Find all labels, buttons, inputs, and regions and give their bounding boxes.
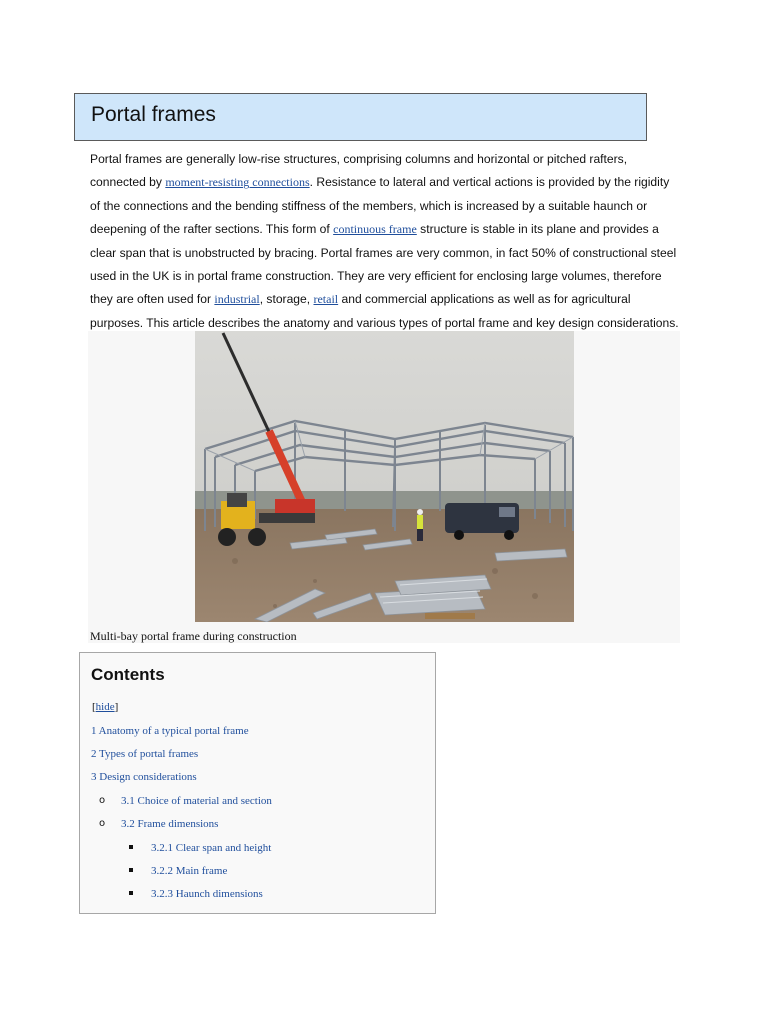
intro-text-2: . Resistance to lateral and vertical actions is provided by the rigidity of the connections and the bending stiffness of the members, which is increased by a suitable haunch or deepening of the rafter sections. This form of — [90, 175, 670, 237]
bullet-square-icon — [129, 891, 133, 895]
page-title: Portal frames — [91, 103, 216, 126]
link-retail[interactable]: retail — [313, 292, 339, 307]
bullet-square-icon — [129, 868, 133, 872]
bullet-square-icon — [129, 845, 133, 849]
intro-text-1: Portal frames are generally low-rise structures, comprising columns and horizontal or pitched rafters, connected by — [90, 152, 628, 190]
toc-item-3-1[interactable]: 3.1 Choice of material and section — [121, 795, 272, 807]
intro-text-4: , storage, — [259, 292, 314, 307]
table-of-contents — [79, 652, 436, 914]
toc-heading: Contents — [91, 665, 165, 684]
toc-toggle-close-bracket: ] — [114, 701, 119, 713]
toc-toggle — [92, 701, 118, 713]
link-continuous-frame[interactable]: continuous frame — [333, 222, 417, 237]
toc-item-2[interactable]: 2 Types of portal frames — [91, 748, 199, 760]
toc-item-3-2[interactable]: 3.2 Frame dimensions — [121, 818, 219, 830]
toc-item-3-2-1[interactable]: 3.2.1 Clear span and height — [151, 842, 272, 854]
title-box — [74, 93, 647, 141]
toc-item-1[interactable]: 1 Anatomy of a typical portal frame — [91, 725, 249, 737]
intro-paragraph — [90, 148, 682, 335]
toc-item-3[interactable]: 3 Design considerations — [91, 771, 197, 783]
bullet-circle-icon: o — [99, 795, 106, 806]
toc-item-3-2-2[interactable]: 3.2.2 Main frame — [151, 865, 228, 877]
toc-item-3-2-3[interactable]: 3.2.3 Haunch dimensions — [151, 888, 263, 900]
figure — [88, 331, 680, 643]
construction-photo — [195, 331, 574, 622]
figure-caption: Multi-bay portal frame during construction — [90, 629, 297, 643]
intro-text-5: and commercial applications as well as for agricultural purposes. This article describes the anatomy and various types of portal frame and key design considerations. — [90, 292, 679, 330]
link-moment-resisting-connections[interactable]: moment-resisting connections — [165, 175, 310, 190]
toc-hide-link[interactable]: hide — [95, 701, 115, 713]
bullet-circle-icon: o — [99, 818, 106, 829]
toc-toggle-open-bracket: [ — [92, 701, 96, 713]
link-industrial[interactable]: industrial — [214, 292, 260, 307]
intro-text-3: structure is stable in its plane and provides a clear span that is unobstructed by bracing. Portal frames are very common, in fact 50% of constructional steel used in the UK is in portal frame construction. They are very efficient for enclosing large volumes, therefore they are often used for — [90, 222, 677, 307]
